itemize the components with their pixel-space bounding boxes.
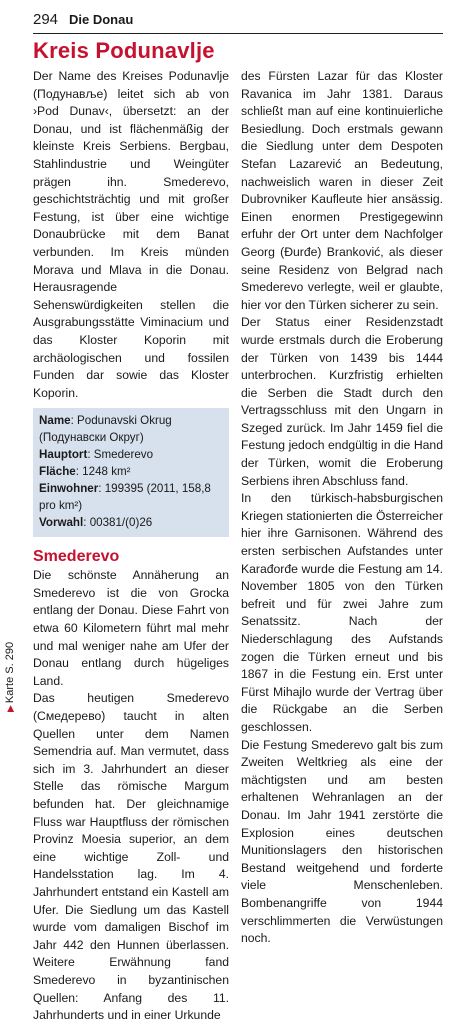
running-title: Die Donau xyxy=(69,12,134,27)
chapter-title: Kreis Podunavlje xyxy=(33,38,215,63)
page-header xyxy=(33,11,443,34)
infobox-capital-value: : Smederevo xyxy=(87,448,154,462)
infobox-capital-label: Hauptort xyxy=(39,448,88,462)
infobox-area-value: : 1248 km² xyxy=(75,465,131,479)
map-reference[interactable] xyxy=(4,642,16,712)
history-paragraph-2: Der Status einer Residenzstadt wurde erstmals durch die Eroberung der Türken von 1439 bis 1444 unterbrochen. Kurzfristig erhielten die Serben die Stadt durch den Vertragsschluss mit den Ungarn in Szeged zurück. Im Jahr 1459 fiel die Festung jedoch endgültig in die Hand der Türken, womit die Eroberung Serbiens ihren Abschluss fand. xyxy=(241,315,443,488)
history-paragraph-1: des Fürsten Lazar für das Kloster Ravanica im Jahr 1381. Daraus schließt man auf eine kontinuierliche Besiedlung. Doch erstmals gewann die Siedlung unter dem Despoten Stefan Lazarević an Bedeutung, nachweislich waren in dieser Zeit Dubrovniker Kaufleute hier ansässig. Einen enormen Prestigegewinn erfuhr der Ort unter dem Nachfolger Georg (Đurđe) Branković, als dieser seine Residenz von Belgrad nach Smederevo verlegte, weil er glaubte, hier vor den Türken sicherer zu sein. xyxy=(241,69,443,312)
infobox-dialcode-value: : 00381/(0)26 xyxy=(83,516,153,530)
infobox-capital-row xyxy=(39,446,223,463)
smederevo-paragraph-1: Die schönste Annäherung an Smederevo ist die von Grocka entlang der Donau. Diese Fahrt von etwa 60 Kilometern führt mal mehr und mal weniger nahe am Ufer der Donau entlang durch hügeliges Land. xyxy=(33,568,229,688)
infobox-area-label: Fläche xyxy=(39,465,76,479)
smederevo-paragraph-2: Das heutigen Smederevo (Смедерево) taucht in alten Quellen unter dem Namen Semendria auf. Man vermutet, dass sich im 3. Jahrhundert an dieser Stelle das römische Margum befunden hat. Der gleichnamige Fluss war Hauptfluss der römischen Provinz Moesia superior, an dem eine wichtige Zoll- und Handelsstation lag. Im 4. Jahrhundert entstand ein Kastell am Ufer. Die Siedlung um das Kastell wurde vom damaligen Bischof im Jahr 442 den Hunnen überlassen. Weitere Erwähnung fand Smederevo in byzantinischen Quellen: Anfang des 11. Jahrhunderts und in einer Urkunde xyxy=(33,691,229,1023)
infobox-population-row xyxy=(39,480,223,514)
intro-paragraph: Der Name des Kreises Podunavlje (Подунавље) leitet sich ab von ›Pod Dunav‹, übersetzt: an der Donau, und ist flächenmäßig der kleinste Kreis Serbiens. Bergbau, Stahlindustrie und Weingüter prägen ihn. Smederevo, geschichtsträchtig und mit großer Festung, ist über eine wichtige Donaubrücke mit dem Banat verbunden. Im Kreis münden Morava und Mlava in die Donau. Herausragende Sehenswürdigkeiten stellen die Ausgrabungsstätte Viminacium und das Kloster Koporin mit archäologischen und fossilen Funden dar sowie das Kloster Koporin. xyxy=(33,69,229,400)
infobox-dialcode-row xyxy=(39,514,223,531)
section-heading-smederevo: Smederevo xyxy=(33,548,120,566)
infobox-population-label: Einwohner xyxy=(39,482,99,496)
triangle-right-icon: ▶ xyxy=(5,705,15,712)
history-paragraph-4: Die Festung Smederevo galt bis zum Zweiten Weltkrieg als eine der mächtigsten und am besten erhaltenen Wehranlagen an der Donau. Im Jahr 1941 zerstörte die Explosion eines deutschen Munitionslagers den historischen Bestand weitgehend und forderte viele Menschenleben. Bombenangriffe von 1944 verschlimmerten die Verwüstungen noch. xyxy=(241,737,443,946)
infobox-area-row xyxy=(39,463,223,480)
map-reference-text: Karte S. 290 xyxy=(4,641,16,704)
infobox-name-row xyxy=(39,412,223,446)
right-column xyxy=(241,68,443,948)
district-infobox xyxy=(33,408,229,537)
page-number: 294 xyxy=(33,11,59,28)
infobox-dialcode-label: Vorwahl xyxy=(39,516,84,530)
infobox-name-value: : Podunavski Okrug (Подунавски Округ) xyxy=(39,414,172,445)
infobox-population-value: : 199395 (2011, 158,8 pro km²) xyxy=(39,482,211,513)
history-paragraph-3: In den türkisch-habsburgischen Kriegen stationierten die Österreicher hier ihre Garnisonen. Während des ersten serbischen Aufstandes unter Karađorđe wurde die Festung am 14. November 1805 von den Türken befreit und für zwei Jahre zum Senatssitz. Nach der Niederschlagung des Aufstands zogen die Türken erneut und bis 1867 in die Festung ein. Erst unter Fürst Mihajlo wurde der Vertrag über die Rückgabe an die Serben geschlossen. xyxy=(241,491,443,734)
left-column xyxy=(33,68,229,1025)
infobox-name-label: Name xyxy=(39,414,71,428)
